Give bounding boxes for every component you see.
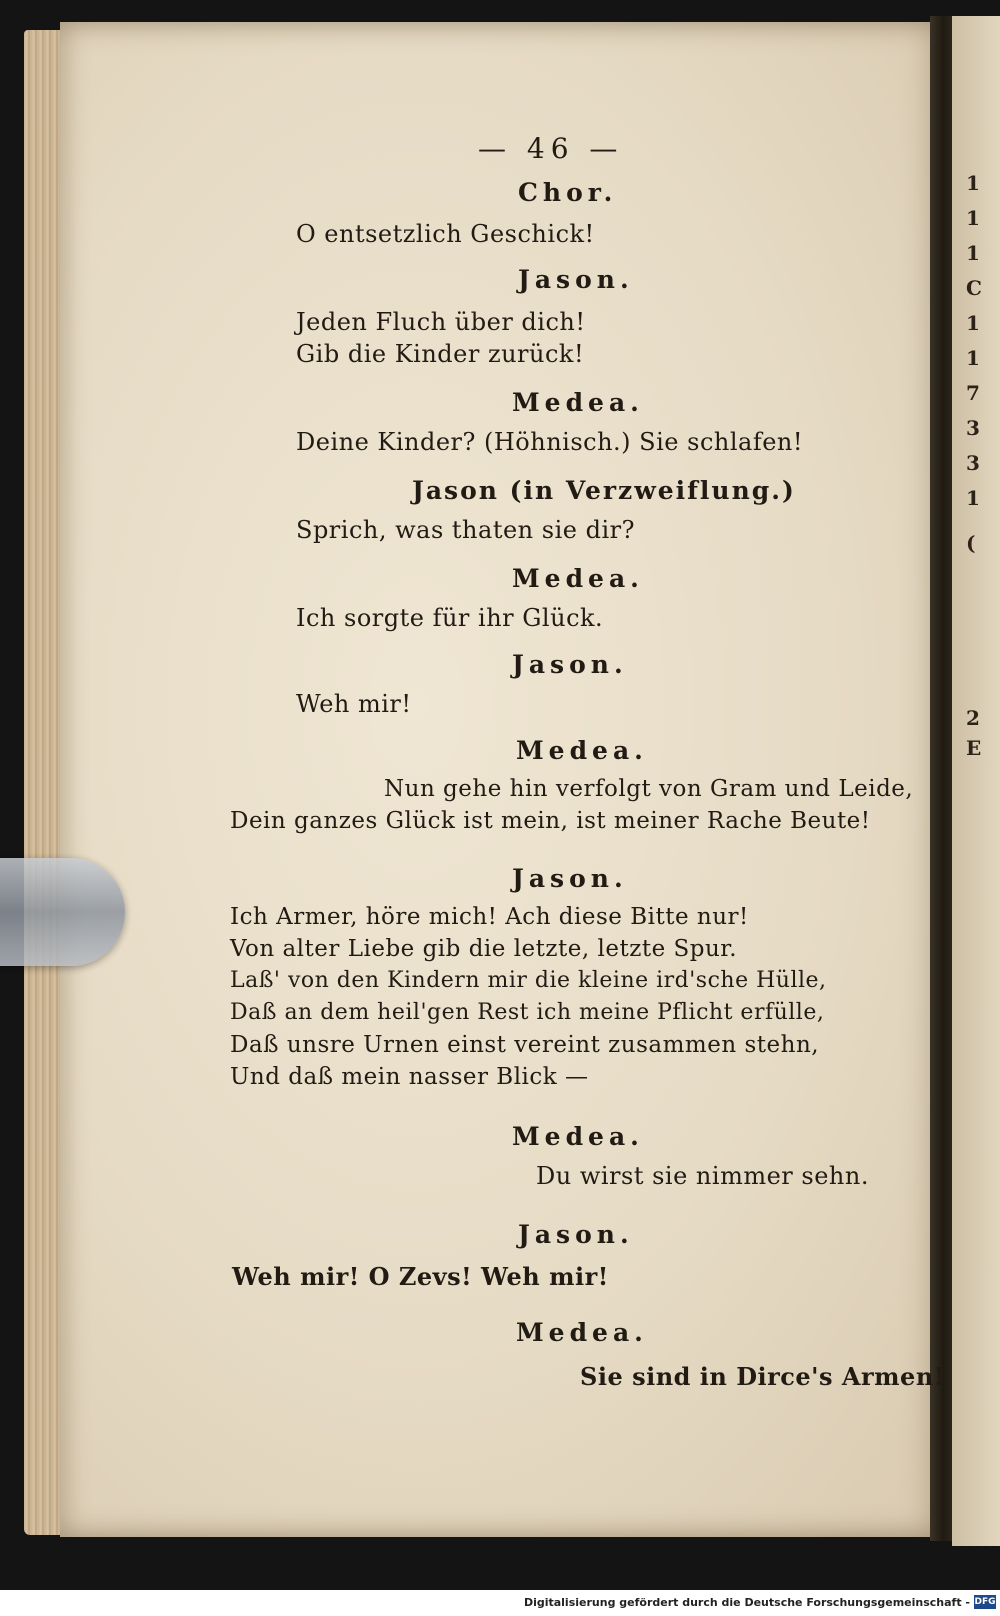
speaker-label: Medea.: [512, 564, 644, 593]
verse-line: Ich Armer, höre mich! Ach diese Bitte nur!: [230, 904, 749, 930]
speaker-label: Jason.: [512, 864, 628, 893]
scanner-thumb: [0, 858, 125, 966]
margin-fragment: 1: [966, 206, 980, 230]
speaker-label: Jason (in Verzweiflung.): [412, 476, 796, 505]
footer-bar: [0, 1590, 1000, 1616]
margin-fragment: 2: [966, 706, 980, 730]
speaker-label: Jason.: [518, 1220, 634, 1249]
margin-fragment: 7: [966, 381, 980, 405]
verse-line: Daß unsre Urnen einst vereint zusammen stehn,: [230, 1032, 820, 1058]
verse-line: Weh mir!: [296, 690, 412, 718]
book-gutter: [930, 16, 952, 1541]
verse-line: Jeden Fluch über dich!: [296, 308, 586, 336]
verse-line: Weh mir! O Zevs! Weh mir!: [232, 1262, 609, 1291]
speaker-label: Medea.: [512, 388, 644, 417]
margin-fragment: (: [966, 531, 976, 555]
speaker-label: Jason.: [512, 650, 628, 679]
margin-fragment: 1: [966, 346, 980, 370]
speaker-label: Jason.: [518, 265, 634, 294]
dfg-logo: DFG: [974, 1597, 996, 1607]
margin-fragment: 1: [966, 241, 980, 265]
verse-line: Sprich, was thaten sie dir?: [296, 516, 635, 544]
footer-credit: Digitalisierung gefördert durch die Deutsche Forschungsgemeinschaft -: [523, 1596, 970, 1609]
verse-line: Ich sorgte für ihr Glück.: [296, 604, 604, 632]
verse-line: Sie sind in Dirce's Armen!: [580, 1362, 945, 1391]
verse-line: Laß' von den Kindern mir die kleine ird'sche Hülle,: [230, 968, 827, 993]
verse-line: Du wirst sie nimmer sehn.: [536, 1162, 869, 1190]
facing-page-edge: [952, 16, 1000, 1546]
speaker-label: Medea.: [516, 736, 648, 765]
page-number: — 46 —: [478, 132, 624, 165]
margin-fragment: C: [966, 276, 982, 300]
verse-line: O entsetzlich Geschick!: [296, 220, 595, 248]
verse-line: Gib die Kinder zurück!: [296, 340, 585, 368]
margin-fragment: 1: [966, 311, 980, 335]
verse-line: Daß an dem heil'gen Rest ich meine Pflicht erfülle,: [230, 1000, 825, 1025]
verse-line: Deine Kinder? (Höhnisch.) Sie schlafen!: [296, 428, 804, 456]
margin-fragment: 1: [966, 171, 980, 195]
verse-line: Nun gehe hin verfolgt von Gram und Leide,: [384, 776, 914, 802]
margin-fragment: E: [966, 736, 982, 760]
speaker-label: Medea.: [516, 1318, 648, 1347]
speaker-label: Chor.: [518, 178, 618, 207]
margin-fragment: 1: [966, 486, 980, 510]
verse-line: Dein ganzes Glück ist mein, ist meiner Rache Beute!: [230, 808, 871, 834]
margin-fragment: 3: [966, 451, 980, 475]
speaker-label: Medea.: [512, 1122, 644, 1151]
verse-line: Und daß mein nasser Blick —: [230, 1064, 589, 1090]
margin-fragment: 3: [966, 416, 980, 440]
verse-line: Von alter Liebe gib die letzte, letzte Spur.: [230, 936, 738, 962]
